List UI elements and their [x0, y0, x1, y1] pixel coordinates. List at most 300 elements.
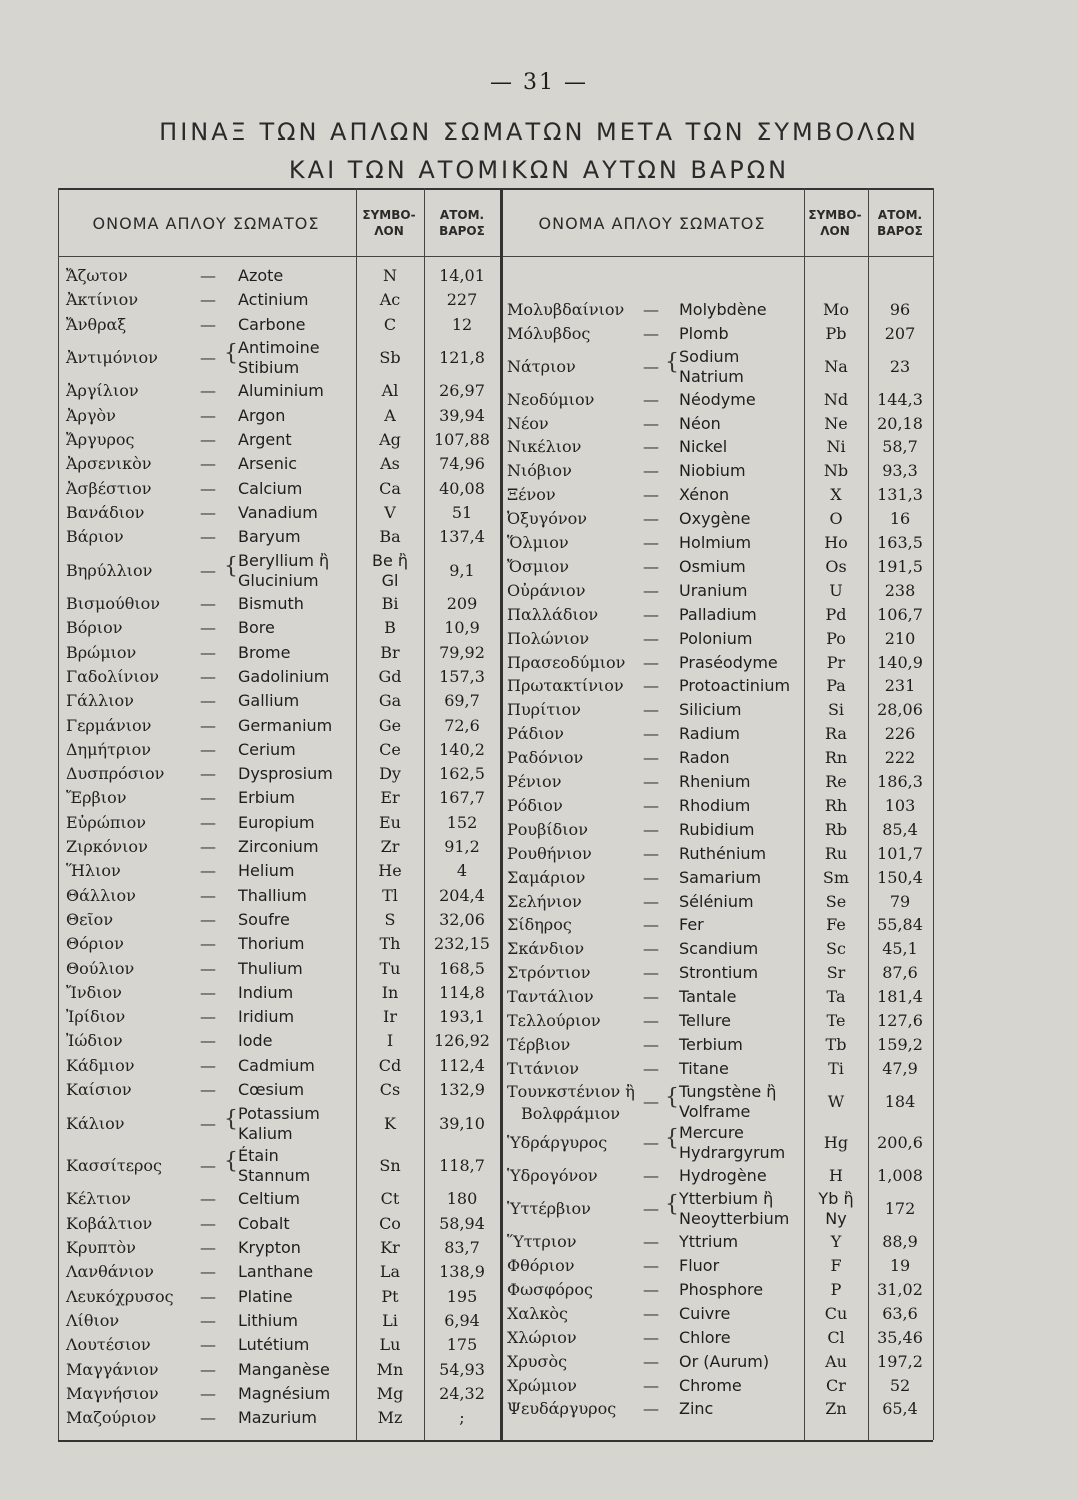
- greek-name: Παλλάδιον: [507, 604, 599, 624]
- element-symbol: Re: [825, 772, 847, 792]
- greek-name: Φθόριον: [507, 1256, 575, 1275]
- header-symbol-line1: ΣΥΜΒΟ-: [808, 208, 862, 222]
- element-symbol: Mg: [376, 1383, 404, 1403]
- dash: —: [200, 527, 216, 547]
- dash: —: [200, 405, 216, 425]
- dash: —: [643, 891, 659, 911]
- greek-name: Λίθιον: [66, 1310, 120, 1330]
- dash: —: [200, 478, 216, 498]
- dash: —: [200, 381, 216, 401]
- dash: —: [643, 1091, 659, 1111]
- french-name: Thulium: [238, 958, 303, 978]
- atomic-weight: 200,6: [877, 1133, 923, 1153]
- french-name-alt: Volframe: [679, 1101, 751, 1121]
- greek-name: Ἰρίδιον: [66, 1007, 126, 1027]
- header-symbol-line2: ΛΟΝ: [374, 224, 404, 238]
- atomic-weight: 210: [884, 628, 916, 648]
- dash: —: [200, 885, 216, 905]
- dash: —: [200, 1408, 216, 1428]
- element-symbol: A: [384, 405, 396, 425]
- element-symbol: Pt: [381, 1286, 399, 1306]
- brace: {: [665, 1084, 679, 1110]
- atomic-weight: 137,4: [439, 527, 485, 547]
- atomic-weight: 226: [884, 724, 916, 744]
- table-row: [60, 689, 500, 713]
- greek-name: Ὑδράργυρος: [507, 1133, 608, 1153]
- table-row: [60, 592, 500, 616]
- table-row: [60, 1358, 500, 1382]
- french-name: Xénon: [679, 485, 730, 505]
- greek-name: Δυσπρόσιον: [66, 764, 165, 784]
- dash: —: [643, 413, 659, 433]
- dash: —: [643, 772, 659, 792]
- atomic-weight: 107,88: [434, 430, 490, 450]
- dash: —: [643, 1327, 659, 1347]
- atomic-weight: 181,4: [877, 987, 923, 1007]
- greek-name: Θεῖον: [66, 909, 114, 929]
- french-name: Zirconium: [238, 837, 319, 857]
- table-row: [60, 738, 500, 762]
- greek-name: Λανθάνιον: [66, 1262, 154, 1282]
- french-name: Calcium: [238, 478, 303, 498]
- element-symbol: Zn: [825, 1399, 847, 1419]
- dash: —: [200, 1031, 216, 1051]
- table-row: [503, 890, 933, 914]
- dash: —: [643, 1034, 659, 1054]
- french-name: Sodium: [679, 346, 740, 366]
- table-row: [60, 665, 500, 689]
- dash: —: [200, 739, 216, 759]
- french-name: Carbone: [238, 314, 306, 334]
- dash: —: [200, 1359, 216, 1379]
- french-name: Tantale: [679, 987, 737, 1007]
- french-name: Yttrium: [679, 1232, 739, 1252]
- element-symbol: Tu: [379, 958, 401, 978]
- atomic-weight: 87,6: [882, 963, 918, 983]
- table-row: [60, 908, 500, 932]
- page-subtitle: ΚΑΙ ΤΩΝ ΑΤΟΜΙΚΩΝ ΑΥΤΩΝ ΒΑΡΩΝ: [288, 156, 790, 184]
- element-symbol: Cu: [824, 1303, 848, 1323]
- dash: —: [200, 1007, 216, 1027]
- dash: —: [643, 509, 659, 529]
- greek-name: Μαγγάνιον: [66, 1359, 159, 1379]
- greek-name: Ἀργίλιον: [66, 381, 139, 401]
- element-symbol: As: [380, 454, 400, 474]
- table-row: [60, 859, 500, 883]
- table-row: [60, 1406, 500, 1430]
- greek-name: Ἄζωτον: [66, 266, 128, 285]
- table-row: [60, 1285, 500, 1309]
- atomic-weight: 204,4: [439, 885, 485, 905]
- element-symbol: Ca: [379, 478, 401, 498]
- french-name: Krypton: [238, 1238, 301, 1257]
- table-row: [503, 913, 933, 937]
- greek-name: Βόριον: [66, 618, 123, 638]
- element-symbol: Cs: [379, 1080, 401, 1100]
- atomic-weight: 197,2: [877, 1351, 923, 1371]
- element-symbol: La: [379, 1262, 401, 1282]
- element-symbol: Fe: [826, 915, 846, 935]
- french-name: Gadolinium: [238, 666, 330, 686]
- dash: —: [643, 819, 659, 839]
- element-symbol: Sc: [826, 939, 846, 959]
- atomic-weight: 79: [889, 891, 911, 911]
- greek-name: Ψευδάργυρος: [507, 1399, 617, 1419]
- greek-name: Λευκόχρυσος: [66, 1286, 174, 1306]
- greek-name: Ὅλμιον: [507, 533, 569, 553]
- atomic-weight: 47,9: [882, 1058, 918, 1078]
- greek-name: Σαμάριον: [507, 867, 586, 887]
- dash: —: [200, 788, 216, 808]
- table-row: [60, 1187, 500, 1211]
- atomic-weight: 114,8: [439, 982, 485, 1002]
- greek-name: Πρωτακτίνιον: [507, 676, 624, 696]
- greek-name: Σίδηρος: [507, 915, 572, 935]
- french-name: Polonium: [679, 628, 753, 648]
- table-row: [503, 1254, 933, 1278]
- atomic-weight: 4: [456, 861, 468, 881]
- french-name-alt: Natrium: [679, 366, 744, 386]
- table-row: [503, 412, 933, 436]
- french-name: Mazurium: [238, 1408, 317, 1428]
- french-name: Palladium: [679, 604, 757, 624]
- table-row: [503, 842, 933, 866]
- dash: —: [200, 982, 216, 1002]
- element-symbol: Mn: [376, 1359, 404, 1379]
- dash: —: [200, 909, 216, 929]
- greek-name: Ὄσμιον: [507, 556, 569, 576]
- table-row: [503, 579, 933, 603]
- atomic-weight: 58,94: [439, 1213, 485, 1233]
- element-symbol: Ba: [379, 527, 401, 547]
- french-name: Lanthane: [238, 1262, 314, 1282]
- greek-name: Ἀντιμόνιον: [66, 348, 158, 368]
- table-row: [60, 1054, 500, 1078]
- table-row: [60, 313, 500, 337]
- element-symbol: Ti: [828, 1058, 844, 1078]
- element-symbol: Ra: [825, 724, 847, 744]
- column-divider: [933, 188, 934, 1440]
- element-symbol: Ho: [824, 533, 848, 553]
- element-symbol: Te: [826, 1011, 846, 1031]
- atomic-weight: 127,6: [877, 1011, 923, 1031]
- greek-name: Ρένιον: [507, 772, 562, 792]
- french-name: Rhenium: [679, 772, 751, 792]
- brace: {: [665, 1192, 679, 1218]
- atomic-weight: 9,1: [449, 560, 475, 580]
- header-weight-line2: ΒΑΡΟΣ: [877, 224, 923, 238]
- atomic-weight: 55,84: [877, 915, 923, 935]
- element-symbol: Hg: [823, 1133, 849, 1153]
- dash: —: [643, 1199, 659, 1219]
- table-row: [60, 404, 500, 428]
- table-row: [60, 1309, 500, 1333]
- table-row: [503, 1397, 933, 1421]
- greek-name: Ράδιον: [507, 724, 564, 744]
- header-divider: [58, 256, 933, 257]
- french-name: Niobium: [679, 461, 746, 481]
- atomic-weight: 140,9: [877, 652, 923, 672]
- dash: —: [643, 1058, 659, 1078]
- header-weight-line1: ΑΤΟΜ.: [877, 208, 923, 222]
- table-row: [60, 714, 500, 738]
- atomic-weight: 83,7: [444, 1238, 480, 1257]
- element-symbol: C: [383, 314, 397, 334]
- greek-name: Ἀκτίνιον: [66, 290, 139, 310]
- element-symbol: B: [384, 618, 396, 638]
- french-name: Celtium: [238, 1189, 300, 1209]
- table-row: [503, 674, 933, 698]
- dash: —: [643, 1303, 659, 1323]
- table-row: [60, 501, 500, 525]
- atomic-weight: 138,9: [439, 1262, 485, 1282]
- table-row: [60, 616, 500, 640]
- dash: —: [200, 1189, 216, 1209]
- dash: —: [643, 1011, 659, 1031]
- table-row: [60, 981, 500, 1005]
- greek-name: Κέλτιον: [66, 1189, 131, 1209]
- french-name: Osmium: [679, 556, 746, 576]
- french-name: Mercure: [679, 1123, 744, 1143]
- brace: {: [224, 341, 238, 367]
- dash: —: [200, 502, 216, 522]
- table-row: [60, 957, 500, 981]
- element-symbol: Pa: [826, 676, 846, 696]
- dash: —: [643, 461, 659, 481]
- element-symbol: S: [384, 909, 396, 929]
- element-symbol: Ru: [824, 843, 848, 863]
- french-name: Scandium: [679, 939, 759, 959]
- french-name-alt: Stannum: [238, 1166, 311, 1186]
- element-symbol: Li: [382, 1310, 398, 1330]
- french-name: Cuivre: [679, 1303, 731, 1323]
- table-row: [503, 555, 933, 579]
- dash: —: [643, 652, 659, 672]
- atomic-weight: 24,32: [439, 1383, 485, 1403]
- french-name-alt: Glucinium: [238, 570, 319, 590]
- table-row: [60, 762, 500, 786]
- table-row: [503, 1057, 933, 1081]
- dash: —: [643, 628, 659, 648]
- french-name: Bore: [238, 618, 275, 638]
- dash: —: [643, 323, 659, 343]
- element-symbol: Ga: [378, 691, 402, 711]
- dash: —: [643, 1166, 659, 1186]
- table-row: [503, 603, 933, 627]
- dash: —: [200, 560, 216, 580]
- atomic-weight: 51: [451, 502, 473, 522]
- element-symbol: Cr: [826, 1375, 846, 1395]
- element-symbol: Nd: [823, 389, 849, 409]
- brace: {: [224, 1106, 238, 1132]
- atomic-weight: 227: [446, 290, 478, 310]
- element-symbol: Si: [827, 700, 845, 720]
- dash: —: [643, 1256, 659, 1275]
- table-row: [60, 1212, 500, 1236]
- dash: —: [643, 700, 659, 720]
- table-row: [60, 379, 500, 403]
- element-symbol: Tl: [382, 885, 398, 905]
- element-symbol: X: [830, 485, 842, 505]
- french-name: Praséodyme: [679, 652, 778, 672]
- dash: —: [200, 594, 216, 614]
- dash: —: [643, 748, 659, 768]
- greek-name: Κάλιον: [66, 1113, 125, 1133]
- column-divider: [58, 188, 59, 1440]
- dash: —: [200, 1335, 216, 1355]
- atomic-weight: 184: [884, 1091, 916, 1111]
- element-symbol: Ce: [379, 739, 401, 759]
- element-symbol: Yb ἢ: [818, 1189, 854, 1209]
- greek-name: Νάτριον: [507, 356, 576, 376]
- greek-name: Ἀσβέστιον: [66, 478, 152, 498]
- brace: {: [224, 553, 238, 579]
- element-symbol: Ag: [379, 430, 401, 450]
- greek-name: Τελλούριον: [507, 1011, 601, 1031]
- french-name: Étain: [238, 1146, 279, 1166]
- atomic-weight: 58,7: [882, 437, 918, 457]
- french-name: Argent: [238, 430, 292, 450]
- dash: —: [200, 1055, 216, 1075]
- element-symbol: H: [829, 1166, 843, 1186]
- header-symbol-left: [356, 190, 422, 256]
- element-symbol: Er: [380, 788, 400, 808]
- atomic-weight: 152: [446, 812, 478, 832]
- dash: —: [200, 348, 216, 368]
- table-row: [503, 1009, 933, 1033]
- table-row: [503, 322, 933, 346]
- greek-name: Νεοδύμιον: [507, 389, 595, 409]
- french-name: Argon: [238, 405, 286, 425]
- table-row: [60, 1145, 500, 1188]
- french-name: Radium: [679, 724, 740, 744]
- element-symbol: Mo: [822, 300, 849, 319]
- atomic-weight: 31,02: [877, 1279, 923, 1299]
- french-name: Protoactinium: [679, 676, 791, 696]
- element-symbol: Ni: [826, 437, 846, 457]
- dash: —: [200, 666, 216, 686]
- table-row: [503, 818, 933, 842]
- table-row: [503, 961, 933, 985]
- dash: —: [200, 430, 216, 450]
- element-symbol: Zr: [380, 837, 400, 857]
- greek-name: Μόλυβδος: [507, 323, 591, 343]
- atomic-weight: 1,008: [877, 1166, 923, 1186]
- french-name: Plomb: [679, 323, 729, 343]
- french-name: Zinc: [679, 1399, 714, 1419]
- greek-name: Πυρίτιον: [507, 700, 581, 720]
- table-row: [503, 531, 933, 555]
- french-name: Nickel: [679, 437, 728, 457]
- french-name: Chrome: [679, 1375, 742, 1395]
- table-row: [503, 435, 933, 459]
- element-symbol: I: [386, 1031, 394, 1051]
- atomic-weight: 195: [446, 1286, 478, 1306]
- french-name: Germanium: [238, 715, 333, 735]
- atomic-weight: 26,97: [439, 381, 485, 401]
- dash: —: [643, 915, 659, 935]
- atomic-weight: 209: [446, 594, 478, 614]
- greek-name: Οὐράνιον: [507, 580, 586, 600]
- greek-name: Ραδόνιον: [507, 748, 584, 768]
- greek-name: Δημήτριον: [66, 739, 152, 759]
- atomic-weight: 144,3: [877, 389, 923, 409]
- french-name: Antimoine: [238, 338, 320, 358]
- table-row: [503, 1123, 933, 1165]
- french-name: Uranium: [679, 580, 748, 600]
- element-symbol: Bi: [381, 594, 399, 614]
- dash: —: [200, 1310, 216, 1330]
- atomic-weight: 172: [884, 1199, 916, 1219]
- table-row: [503, 866, 933, 890]
- atomic-weight: 91,2: [444, 837, 480, 857]
- french-name: Dysprosium: [238, 764, 333, 784]
- atomic-weight: 222: [884, 748, 916, 768]
- atomic-weight: 140,2: [439, 739, 485, 759]
- element-symbol: Os: [825, 556, 847, 576]
- french-name: Lutétium: [238, 1335, 310, 1355]
- header-weight-line1: ΑΤΟΜ.: [439, 208, 485, 222]
- french-name: Néon: [679, 413, 721, 433]
- table-row: [60, 1005, 500, 1029]
- element-symbol: Eu: [379, 812, 401, 832]
- greek-name: Γαδολίνιον: [66, 666, 159, 686]
- greek-name: Κοβάλτιον: [66, 1213, 153, 1233]
- atomic-weight: 162,5: [439, 764, 485, 784]
- element-symbol: Rn: [824, 748, 848, 768]
- greek-name: Νικέλιον: [507, 437, 582, 457]
- atomic-weight: 186,3: [877, 772, 923, 792]
- french-name: Molybdène: [679, 300, 767, 319]
- element-symbol: Au: [825, 1351, 847, 1371]
- element-symbol: Tb: [825, 1034, 847, 1054]
- greek-name: Γάλλιον: [66, 691, 134, 711]
- dash: —: [200, 1383, 216, 1403]
- french-name: Bismuth: [238, 594, 304, 614]
- greek-name: Βανάδιον: [66, 502, 145, 522]
- dash: —: [643, 939, 659, 959]
- element-symbol: Se: [825, 891, 847, 911]
- atomic-weight: 131,3: [877, 485, 923, 505]
- dash: —: [200, 1213, 216, 1233]
- header-symbol-right: [804, 190, 866, 256]
- table-row: [503, 507, 933, 531]
- table-row: [503, 1302, 933, 1326]
- dash: —: [643, 963, 659, 983]
- atomic-weight: 163,5: [877, 533, 923, 553]
- dash: —: [643, 724, 659, 744]
- element-symbol: Sn: [379, 1156, 401, 1176]
- greek-name-alt: Βολφράμιον: [521, 1103, 620, 1123]
- table-row: [503, 937, 933, 961]
- french-name: Potassium: [238, 1103, 320, 1123]
- table-row: [503, 1164, 933, 1188]
- atomic-weight: 74,96: [439, 454, 485, 474]
- french-name: Silicium: [679, 700, 742, 720]
- dash: —: [200, 861, 216, 881]
- element-symbol: Lu: [379, 1335, 401, 1355]
- french-name: Or (Aurum): [679, 1351, 770, 1371]
- greek-name: Ξένον: [507, 485, 556, 505]
- element-symbol-alt: Ny: [825, 1209, 847, 1229]
- table-row: [60, 525, 500, 549]
- dash: —: [643, 1375, 659, 1395]
- element-symbol: Be ἢ: [371, 550, 409, 570]
- atomic-weight: 69,7: [444, 691, 480, 711]
- greek-name: Πρασεοδύμιον: [507, 652, 626, 672]
- table-row: [503, 1350, 933, 1374]
- atomic-weight: 121,8: [439, 348, 485, 368]
